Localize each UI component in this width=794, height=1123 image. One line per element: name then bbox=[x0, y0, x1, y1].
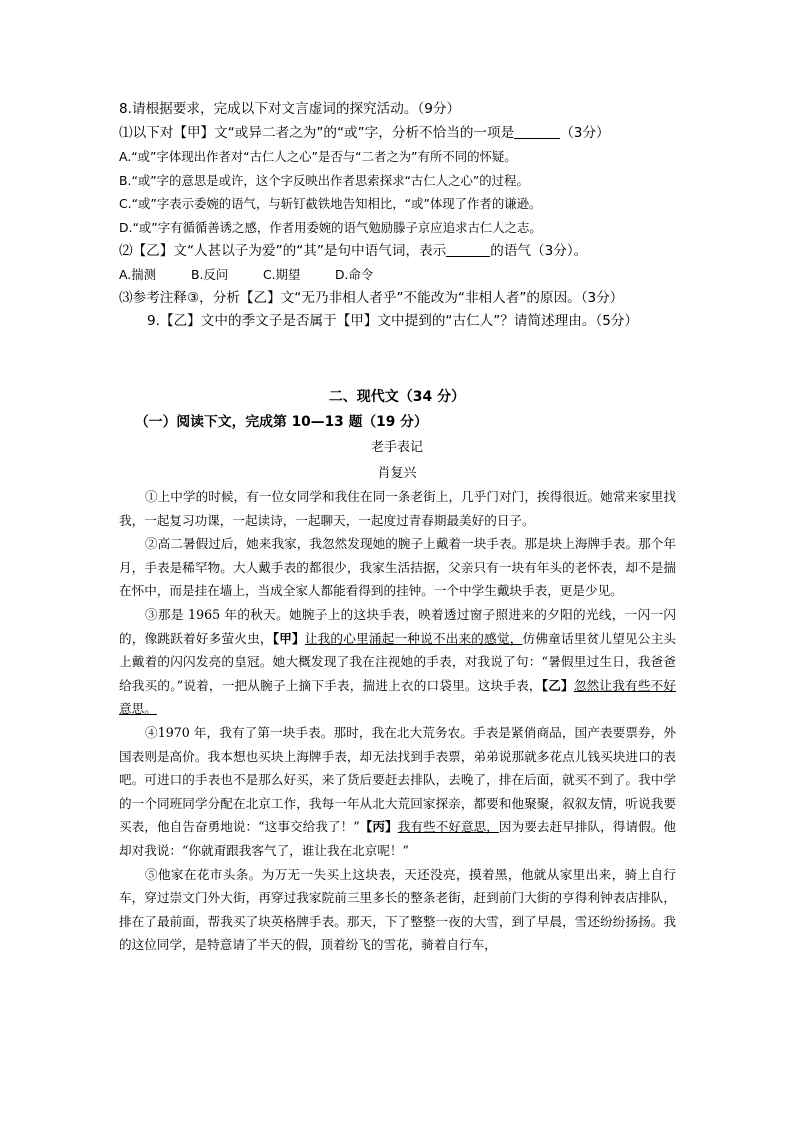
q8-sub1-text: ⑴以下对【甲】文“或异二者之为”的“或”字，分析不恰当的一项是 bbox=[119, 124, 515, 141]
q8-sub3: ⑶参考注释③，分析【乙】文“无乃非相人者乎”不能改为“非相人者”的原因。（3分） bbox=[119, 289, 624, 306]
paragraph-5: ⑤他家在花市头条。为万无一失买上这块表，天还没亮，摸着黑，他就从家里出来，骑上自行车，穿过崇文门外大街，再穿过我家院前三里多长的整条老街，赶到前门大街的亨得利钟表店排队，排在了最前面，帮我买了块英格牌手表。那天，下了整整一夜的大雪，到了早晨，雪还纷纷扬扬。我的这位同学，是特意请了半天的假，顶着纷飞的雪花，骑着自行车， bbox=[119, 866, 676, 953]
part-1-instruction: （一）阅读下文，完成第 10—13 题（19 分） bbox=[135, 414, 428, 430]
q8-header: 8.请根据要求，完成以下对文言虚词的探究活动。（9分） bbox=[119, 101, 461, 117]
p4-part-c: 因为要去赶早排队，得请假。他却对我说：“你就甭跟我客气了，谁让我在北京呢！” bbox=[119, 819, 676, 858]
article-title: 老手表记 bbox=[370, 440, 423, 455]
choice-a: A.揣测 bbox=[119, 267, 156, 283]
marker-jia: 【甲】 bbox=[272, 630, 305, 646]
q8-option-b: B.“或”字的意思是或许，这个字反映出作者思索探求“古仁人之心”的过程。 bbox=[119, 172, 529, 188]
underlined-sentence-bing: 我有些不好意思， bbox=[397, 819, 499, 835]
q8-option-a: A.“或”字体现出作者对“古仁人之心”是否与“二者之为”有所不同的怀疑。 bbox=[119, 149, 517, 165]
q9: 9.【乙】文中的季文子是否属于【甲】文中提到的“古仁人”？请简述理由。（5分） bbox=[147, 313, 639, 330]
q8-sub1 bbox=[119, 122, 679, 146]
article-body bbox=[119, 485, 676, 957]
marker-bing: 【丙】 bbox=[359, 819, 398, 835]
p4-part-a: ④1970 年，我有了第一块手表。那时，我在北大荒务农。手表是紧俏商品，国产表要票券，外国表则是高价。我本想也买块上海牌手表，却无法找到手表票，弟弟说那就多花点儿钱买块进口的表吧。可进口的手表也不是那么好买，来了货后要赶去排队，去晚了，排在后面，就买不到了。我中学的一个同班同学分配在北京工作，我每一年从北大荒回家探亲，都要和他聚聚，叙叙友情，听说我要买表，他自告奋勇地说：“这事交给我了！” bbox=[119, 724, 676, 835]
q8-sub2-choices bbox=[119, 263, 679, 287]
paragraph-2: ②高二暑假过后，她来我家，我忽然发现她的腕子上戴着一块手表。那是块上海牌手表。那个年月，手表是稀罕物。大人戴手表的都很少，我家生活拮据，父亲只有一块有年头的老怀表，却不是揣在怀中，而是挂在墙上，当成全家人都能看得到的挂钟。一个中学生戴块手表，更是少见。 bbox=[119, 536, 676, 599]
p3-part-a: ③那是 1965 年的秋天。她腕子上的这块手表，映着透过窗子照进来的夕阳的光线，一闪一闪的，像跳跃着好多萤火虫， bbox=[119, 606, 676, 646]
p3-part-c: 仿佛童话里贫儿望见公主头上戴着的闪闪发亮的皇冠。她大概发现了我在注视她的手表，对我说了句：“暑假里过生日，我爸爸给我买的。”说着，一把从腕子上摘下手表，揣进上衣的口袋里。这块手表， bbox=[119, 630, 677, 693]
underlined-sentence-yi: 忽然让我有些不好意思。 bbox=[119, 677, 677, 717]
q8-sub2-text: ⑵【乙】文“人甚以子为爱”的“其”是句中语气词，表示 bbox=[119, 242, 447, 259]
q8-option-d: D.“或”字有循循善诱之感，作者用委婉的语气勉励滕子京应追求古仁人之志。 bbox=[119, 219, 542, 235]
q8-sub2-after: 的语气（3分）。 bbox=[490, 242, 588, 259]
underlined-sentence-jia: 让我的心里涌起一种说不出来的感觉， bbox=[304, 630, 523, 646]
choice-c: C.期望 bbox=[263, 267, 301, 283]
q8-sub2 bbox=[119, 240, 679, 264]
paragraph-4 bbox=[119, 721, 676, 863]
paragraph-1: ①上中学的时候，有一位女同学和我住在同一条老街上，几乎门对门，挨得很近。她常来家里找我，一起复习功课，一起读诗，一起聊天，一起度过青春期最美好的日子。 bbox=[119, 489, 676, 528]
marker-yi: 【乙】 bbox=[541, 677, 574, 693]
paragraph-3 bbox=[119, 603, 676, 721]
answer-blank-1[interactable] bbox=[514, 124, 560, 139]
choice-d: D.命令 bbox=[335, 267, 374, 283]
answer-blank-2[interactable] bbox=[446, 242, 490, 257]
q8-sub1-score: （3分） bbox=[560, 124, 610, 141]
article-author: 肖复兴 bbox=[377, 466, 417, 481]
choice-b: B.反问 bbox=[191, 267, 229, 283]
q8-option-c: C.“或”字表示委婉的语气，与斩钉截铁地告知相比，“或”体现了作者的谦逊。 bbox=[119, 196, 542, 212]
question-8-9-block bbox=[119, 98, 679, 334]
section-2-title: 二、现代文（34 分） bbox=[328, 389, 466, 405]
